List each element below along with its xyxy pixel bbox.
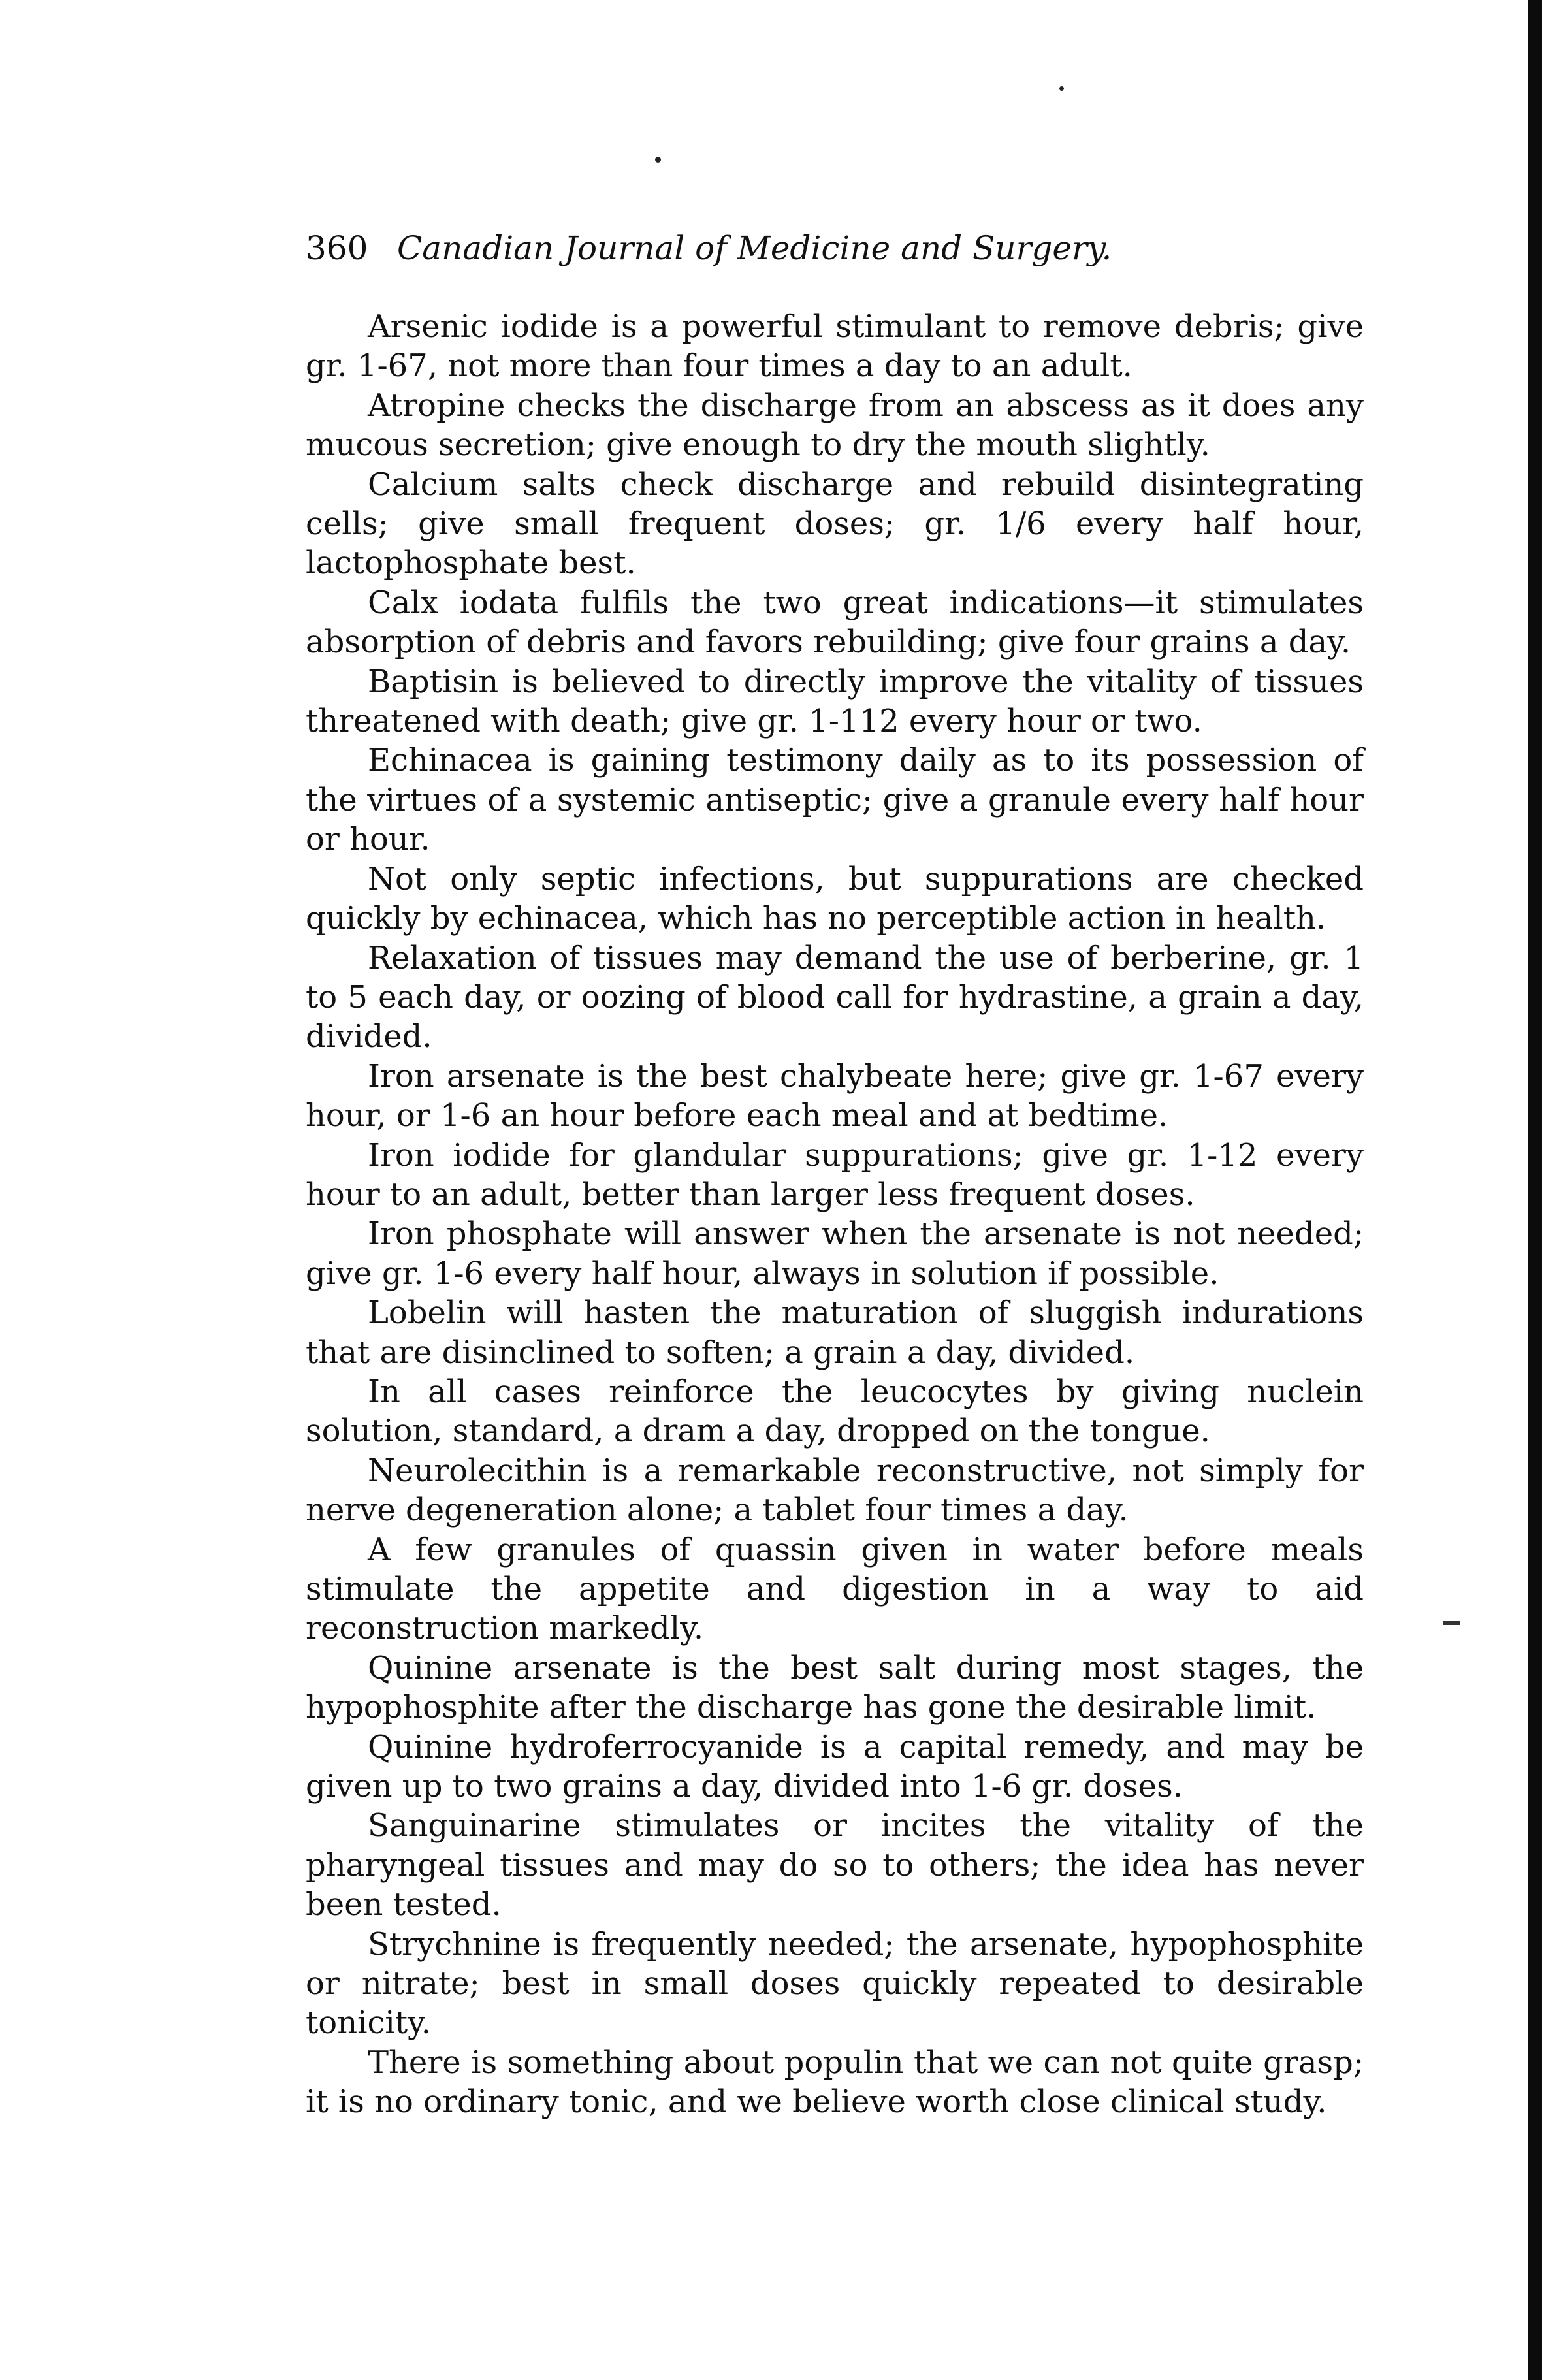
paragraph: Quinine arsenate is the best salt during most stages, the hypophosphite after the discharge has gone the desirable limit. xyxy=(306,1649,1364,1726)
paragraph: There is something about populin that we can not quite grasp; it is no ordinary tonic, and we believe worth close clinical study. xyxy=(306,2044,1364,2121)
margin-dash xyxy=(1443,1621,1460,1625)
paragraph: Atropine checks the discharge from an abscess as it does any mucous secretion; give enough to dry the mouth slightly. xyxy=(306,387,1364,464)
scan-speck xyxy=(655,157,661,163)
paragraph: Calcium salts check discharge and rebuild disintegrating cells; give small frequent doses; gr. 1/6 every half hour, lactophosphate best. xyxy=(306,466,1364,582)
paragraph: A few granules of quassin given in water before meals stimulate the appetite and digestion in a way to aid reconstruction markedly. xyxy=(306,1531,1364,1647)
paragraph: Baptisin is believed to directly improve the vitality of tissues threatened with death; give gr. 1-112 every hour or two. xyxy=(306,663,1364,740)
paragraph: Quinine hydroferrocyanide is a capital remedy, and may be given up to two grains a day, divided into 1-6 gr. doses. xyxy=(306,1728,1364,1805)
paragraph: Relaxation of tissues may demand the use of berberine, gr. 1 to 5 each day, or oozing of blood call for hydrastine, a grain a day, divided. xyxy=(306,939,1364,1055)
paragraph: Echinacea is gaining testimony daily as to its possession of the virtues of a systemic antiseptic; give a granule every half hour or hour. xyxy=(306,742,1364,858)
paragraph: Iron arsenate is the best chalybeate here; give gr. 1-67 every hour, or 1-6 an hour before each meal and at bedtime. xyxy=(306,1057,1364,1134)
scan-edge-bar xyxy=(1528,0,1542,2380)
paragraph: Iron phosphate will answer when the arsenate is not needed; give gr. 1-6 every half hour, always in solution if possible. xyxy=(306,1215,1364,1292)
paragraph: Lobelin will hasten the maturation of sluggish indurations that are disinclined to soften; a grain a day, divided. xyxy=(306,1295,1364,1371)
article-body xyxy=(306,307,1364,2122)
running-head xyxy=(306,225,1364,271)
paragraph: Neurolecithin is a remarkable reconstructive, not simply for nerve degeneration alone; a tablet four times a day. xyxy=(306,1452,1364,1529)
paragraph: In all cases reinforce the leucocytes by giving nuclein solution, standard, a dram a day, dropped on the tongue. xyxy=(306,1373,1364,1450)
paragraph: Arsenic iodide is a powerful stimulant to remove debris; give gr. 1-67, not more than four times a day to an adult. xyxy=(306,308,1364,385)
paragraph: Sanguinarine stimulates or incites the vitality of the pharyngeal tissues and may do so to others; the idea has never been tested. xyxy=(306,1807,1364,1923)
paragraph: Not only septic infections, but suppurations are checked quickly by echinacea, which has no perceptible action in health. xyxy=(306,860,1364,937)
paragraph: Calx iodata fulfils the two great indications—it stimulates absorption of debris and favors rebuilding; give four grains a day. xyxy=(306,584,1364,661)
paragraph: Strychnine is frequently needed; the arsenate, hypophosphite or nitrate; best in small doses quickly repeated to desirable tonicity. xyxy=(306,1925,1364,2042)
page-number: 360 xyxy=(306,229,368,267)
journal-title: Canadian Journal of Medicine and Surgery. xyxy=(397,229,1112,267)
paragraph: Iron iodide for glandular suppurations; give gr. 1-12 every hour to an adult, better than larger less frequent doses. xyxy=(306,1136,1364,1213)
scan-speck xyxy=(1059,86,1064,91)
